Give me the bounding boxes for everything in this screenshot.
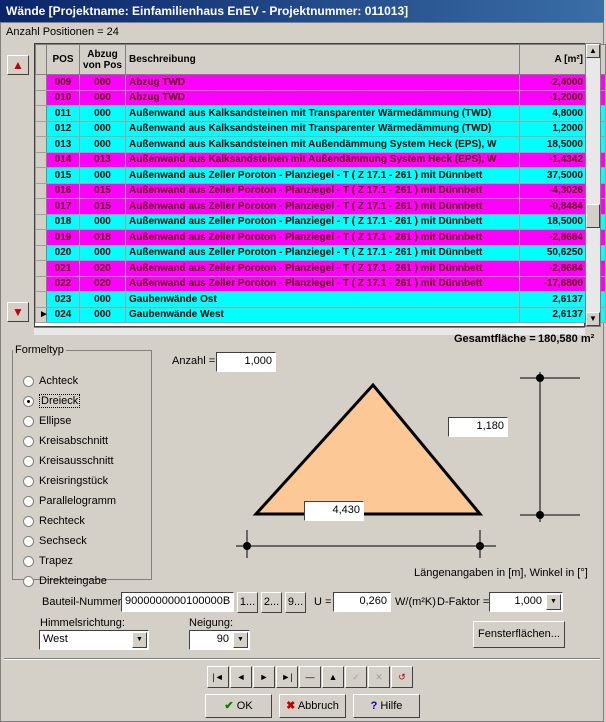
radio-button[interactable] [23, 516, 34, 527]
table-row[interactable] [36, 168, 606, 184]
formeltyp-option[interactable] [23, 434, 108, 448]
radio-button[interactable] [23, 556, 34, 567]
row-indicator[interactable] [36, 183, 47, 199]
radio-button[interactable] [23, 536, 34, 547]
radio-button[interactable] [23, 456, 34, 467]
abbruch-label: Abbruch [297, 700, 339, 712]
divider [4, 658, 600, 660]
formeltyp-option[interactable] [23, 554, 73, 568]
row-indicator[interactable] [36, 168, 47, 184]
col-area-header[interactable]: A [m²] [520, 45, 606, 75]
base-right-point [476, 542, 484, 550]
formeltyp-option[interactable] [23, 394, 80, 408]
table-row[interactable] [36, 292, 606, 308]
himmel-select[interactable] [39, 630, 149, 650]
arrow-down-icon: ▼ [12, 305, 24, 319]
formeltyp-option[interactable] [23, 374, 78, 388]
move-up-button[interactable] [7, 55, 29, 75]
positions-table[interactable] [34, 43, 585, 327]
cell-abzug[interactable]: 000 [80, 75, 126, 91]
delete-record-icon[interactable]: — [299, 666, 321, 688]
table-row[interactable] [36, 245, 606, 261]
height-top-point [536, 374, 544, 382]
window-title: Wände [Projektname: Einfamilienhaus EnEV - Projektnummer: 011013] [0, 0, 604, 22]
cell-pos[interactable]: 010 [47, 90, 80, 106]
cell-beschreibung[interactable]: Außenwand aus Zeller Poroton - Planziegel - T ( Z 17.1 - 261 ) mit Dünnbett [126, 245, 520, 261]
cell-area[interactable]: 2,6137 [520, 307, 606, 323]
u-label: U = [314, 596, 332, 608]
chevron-down-icon[interactable]: ▼ [233, 632, 248, 648]
formeltyp-option[interactable] [23, 534, 87, 548]
table-row[interactable] [36, 106, 606, 122]
cell-area[interactable]: -2,8684 [520, 230, 606, 246]
abbruch-button[interactable] [279, 694, 346, 718]
cell-beschreibung[interactable]: Außenwand aus Zeller Poroton - Planziegel - T ( Z 17.1 - 261 ) mit Dünnbett [126, 183, 520, 199]
row-indicator[interactable] [36, 75, 47, 91]
cell-area[interactable]: 37,5000 [520, 168, 606, 184]
cell-beschreibung[interactable]: Abzug TWD [126, 75, 520, 91]
cell-area[interactable]: -4,3026 [520, 183, 606, 199]
insert-record-icon[interactable]: ▲ [322, 666, 344, 688]
radio-button[interactable] [23, 396, 34, 407]
table-row[interactable] [36, 276, 606, 292]
cell-pos[interactable]: 014 [47, 152, 80, 168]
formeltyp-option-label: Achteck [39, 375, 79, 387]
cell-abzug[interactable]: 015 [80, 183, 126, 199]
checkmark-icon: ✔ [224, 700, 234, 712]
formeltyp-option-label: Direkteingabe [39, 575, 107, 587]
formeltyp-option-label: Ellipse [39, 415, 72, 427]
neigung-value: 90 [216, 633, 229, 645]
radio-button[interactable] [23, 416, 34, 427]
himmel-value: West [43, 633, 68, 645]
row-indicator[interactable] [36, 230, 47, 246]
help-icon: ? [370, 700, 378, 712]
cell-area[interactable]: -2,4000 [520, 75, 606, 91]
anzahl-input[interactable]: 1,000 [216, 352, 276, 372]
cell-beschreibung[interactable]: Außenwand aus Zeller Poroton - Planziegel - T ( Z 17.1 - 261 ) mit Dünnbett [126, 168, 520, 184]
neigung-label: Neigung: [189, 617, 234, 629]
cell-pos[interactable]: 024 [47, 307, 80, 323]
bauteil-input[interactable]: 9000000000100000B [121, 592, 234, 612]
cell-pos[interactable]: 023 [47, 292, 80, 308]
neigung-select[interactable] [189, 630, 250, 650]
radio-button[interactable] [23, 376, 34, 387]
row-indicator[interactable] [36, 121, 47, 137]
scroll-up-button[interactable]: ▲ [586, 44, 600, 58]
table-row[interactable] [36, 214, 606, 230]
dfaktor-value: 1,000 [514, 595, 542, 607]
row-indicator[interactable] [36, 199, 47, 215]
radio-button[interactable] [23, 436, 34, 447]
total-area-value: 180,580 m² [538, 333, 595, 345]
scroll-down-button[interactable]: ▼ [586, 312, 600, 326]
cell-area[interactable]: -17,6800 [520, 276, 606, 292]
cell-beschreibung[interactable]: Außenwand aus Zeller Poroton - Planziegel - T ( Z 17.1 - 261 ) mit Dünnbett [126, 261, 520, 277]
radio-button[interactable] [23, 496, 34, 507]
cell-pos[interactable]: 021 [47, 261, 80, 277]
table-row[interactable] [36, 90, 606, 106]
post-record-icon[interactable]: ✓ [345, 666, 367, 688]
row-indicator[interactable] [36, 261, 47, 277]
cell-abzug[interactable]: 000 [80, 106, 126, 122]
formeltyp-option[interactable] [23, 494, 116, 508]
cell-abzug[interactable]: 000 [80, 214, 126, 230]
himmel-label: Himmelsrichtung: [40, 617, 125, 629]
cell-area[interactable]: 1,2000 [520, 121, 606, 137]
row-indicator[interactable] [36, 106, 47, 122]
hilfe-button[interactable] [353, 694, 420, 718]
cell-area[interactable]: -0,8484 [520, 199, 606, 215]
dfaktor-label: D-Faktor = [437, 596, 490, 608]
row-indicator[interactable] [36, 214, 47, 230]
next-record-icon[interactable]: ► [253, 666, 275, 688]
cell-abzug[interactable]: 000 [80, 90, 126, 106]
cell-beschreibung[interactable]: Gaubenwände Ost [126, 292, 520, 308]
anzahl-label: Anzahl = [172, 355, 216, 367]
hilfe-label: Hilfe [380, 700, 403, 712]
indicator-header [36, 45, 47, 75]
cell-abzug[interactable]: 020 [80, 261, 126, 277]
cell-abzug[interactable]: 000 [80, 307, 126, 323]
ok-button[interactable] [205, 694, 272, 718]
row-indicator[interactable] [36, 292, 47, 308]
col-beschreibung-header[interactable]: Beschreibung [126, 45, 520, 75]
cell-abzug[interactable]: 015 [80, 199, 126, 215]
cell-area[interactable]: 50,6250 [520, 245, 606, 261]
height-bottom-point [536, 511, 544, 519]
cell-pos[interactable]: 020 [47, 245, 80, 261]
cell-beschreibung[interactable]: Außenwand aus Zeller Poroton - Planziegel - T ( Z 17.1 - 261 ) mit Dünnbett [126, 276, 520, 292]
ok-label: OK [236, 700, 253, 712]
cell-beschreibung[interactable]: Außenwand aus Kalksandsteinen mit Transparenter Wärmedämmung (TWD) [126, 121, 520, 137]
move-down-button[interactable] [7, 302, 29, 322]
table-row[interactable] [36, 307, 606, 323]
cell-beschreibung[interactable]: Außenwand aus Zeller Poroton - Planziegel - T ( Z 17.1 - 261 ) mit Dünnbett [126, 230, 520, 246]
cell-pos[interactable]: 011 [47, 106, 80, 122]
cell-abzug[interactable]: 000 [80, 168, 126, 184]
formeltyp-option-label: Kreisringstück [39, 475, 109, 487]
cell-pos[interactable]: 022 [47, 276, 80, 292]
u-value-input[interactable]: 0,260 [333, 592, 391, 612]
cell-area[interactable]: -1,4342 [520, 152, 606, 168]
last-record-icon[interactable]: ►| [276, 666, 298, 688]
col-pos-header[interactable]: POS [47, 45, 80, 75]
base-input[interactable]: 4,430 [304, 501, 364, 521]
cell-area[interactable]: 18,5000 [520, 214, 606, 230]
cell-beschreibung[interactable]: Gaubenwände West [126, 307, 520, 323]
triangle-shape [256, 385, 480, 514]
formeltyp-option-label: Trapez [39, 555, 73, 567]
cell-abzug[interactable]: 000 [80, 245, 126, 261]
base-left-point [243, 542, 251, 550]
cell-pos[interactable]: 016 [47, 183, 80, 199]
cell-pos[interactable]: 019 [47, 230, 80, 246]
row-indicator[interactable] [36, 90, 47, 106]
bauteil-label: Bauteil-Nummer [42, 596, 122, 608]
height-input[interactable]: 1,180 [448, 417, 508, 437]
formeltyp-option-label: Parallelogramm [39, 495, 117, 507]
cell-area[interactable]: 2,6137 [520, 292, 606, 308]
cell-beschreibung[interactable]: Abzug TWD [126, 90, 520, 106]
row-indicator[interactable] [36, 152, 47, 168]
bauteil-1-button[interactable]: 1... [237, 592, 258, 613]
cell-abzug[interactable]: 000 [80, 121, 126, 137]
shape-diagram [230, 362, 590, 572]
cell-abzug[interactable]: 020 [80, 276, 126, 292]
units-note: Längenangaben in [m], Winkel in [°] [414, 567, 588, 579]
cell-pos[interactable]: 017 [47, 199, 80, 215]
formeltyp-option[interactable] [23, 474, 108, 488]
table-row[interactable] [36, 261, 606, 277]
formeltyp-legend: Formeltyp [15, 344, 64, 356]
cell-beschreibung[interactable]: Außenwand aus Kalksandsteinen mit Außendämmung System Heck (EPS), W [126, 152, 520, 168]
bauteil-2-button[interactable]: 2... [261, 592, 282, 613]
table-vertical-scrollbar[interactable] [585, 43, 601, 327]
cell-pos[interactable]: 009 [47, 75, 80, 91]
cell-abzug[interactable]: 000 [80, 292, 126, 308]
table-row[interactable] [36, 152, 606, 168]
fensterflaechen-button[interactable]: Fensterflächen... [473, 621, 565, 648]
formeltyp-group [12, 344, 152, 587]
cell-abzug[interactable]: 018 [80, 230, 126, 246]
chevron-down-icon[interactable]: ▼ [132, 632, 147, 648]
formeltyp-option-label: Kreisabschnitt [39, 435, 109, 447]
formeltyp-option-label: Sechseck [39, 535, 87, 547]
chevron-down-icon[interactable]: ▼ [546, 594, 561, 610]
cell-pos[interactable]: 018 [47, 214, 80, 230]
close-icon: ✖ [286, 700, 296, 712]
formeltyp-option-label: Dreieck [41, 395, 79, 407]
formeltyp-option-label: Rechteck [39, 515, 85, 527]
dfaktor-select[interactable] [489, 592, 563, 612]
cell-abzug[interactable]: 000 [80, 137, 126, 153]
arrow-up-icon: ▲ [12, 58, 24, 72]
formeltyp-option[interactable] [23, 514, 85, 528]
cell-pos[interactable]: 012 [47, 121, 80, 137]
cell-area[interactable]: -1,2000 [520, 90, 606, 106]
cell-area[interactable]: -2,8684 [520, 261, 606, 277]
formeltyp-option[interactable] [23, 574, 107, 588]
cell-beschreibung[interactable]: Außenwand aus Kalksandsteinen mit Außendämmung System Heck (EPS), W [126, 137, 520, 153]
cell-area[interactable]: 18,5000 [520, 137, 606, 153]
table-row[interactable] [36, 230, 606, 246]
formeltyp-option-label: Kreisausschnitt [39, 455, 114, 467]
row-indicator[interactable] [36, 245, 47, 261]
cell-pos[interactable]: 015 [47, 168, 80, 184]
cell-pos[interactable]: 013 [47, 137, 80, 153]
position-count: Anzahl Positionen = 24 [6, 26, 119, 38]
table-row[interactable] [36, 183, 606, 199]
cell-beschreibung[interactable]: Außenwand aus Zeller Poroton - Planziegel - T ( Z 17.1 - 261 ) mit Dünnbett [126, 214, 520, 230]
refresh-record-icon[interactable]: ↺ [391, 666, 413, 688]
col-abzug-header[interactable]: Abzug von Pos [80, 45, 126, 75]
cell-abzug[interactable]: 013 [80, 152, 126, 168]
cell-beschreibung[interactable]: Außenwand aus Kalksandsteinen mit Transparenter Wärmedämmung (TWD) [126, 106, 520, 122]
row-indicator[interactable] [36, 137, 47, 153]
formeltyp-option[interactable] [23, 414, 71, 428]
prior-record-icon[interactable]: ◄ [230, 666, 252, 688]
cancel-record-icon[interactable]: ✕ [368, 666, 390, 688]
row-indicator[interactable] [36, 276, 47, 292]
first-record-icon[interactable]: |◄ [207, 666, 229, 688]
scroll-thumb[interactable] [586, 204, 600, 228]
total-area-label: Gesamtfläche = [454, 333, 536, 345]
cell-beschreibung[interactable]: Außenwand aus Zeller Poroton - Planziegel - T ( Z 17.1 - 261 ) mit Dünnbett [126, 199, 520, 215]
radio-button[interactable] [23, 576, 34, 587]
table-row[interactable] [36, 199, 606, 215]
current-row-indicator-icon[interactable]: ► [36, 307, 47, 323]
record-navigator [207, 666, 413, 688]
u-unit: W/(m²K) [395, 596, 436, 608]
bauteil-9-button[interactable]: 9... [285, 592, 306, 613]
table-row[interactable] [36, 121, 606, 137]
cell-area[interactable]: 4,8000 [520, 106, 606, 122]
radio-button[interactable] [23, 476, 34, 487]
formeltyp-option[interactable] [23, 454, 114, 468]
table-row[interactable] [36, 75, 606, 91]
table-row[interactable] [36, 137, 606, 153]
